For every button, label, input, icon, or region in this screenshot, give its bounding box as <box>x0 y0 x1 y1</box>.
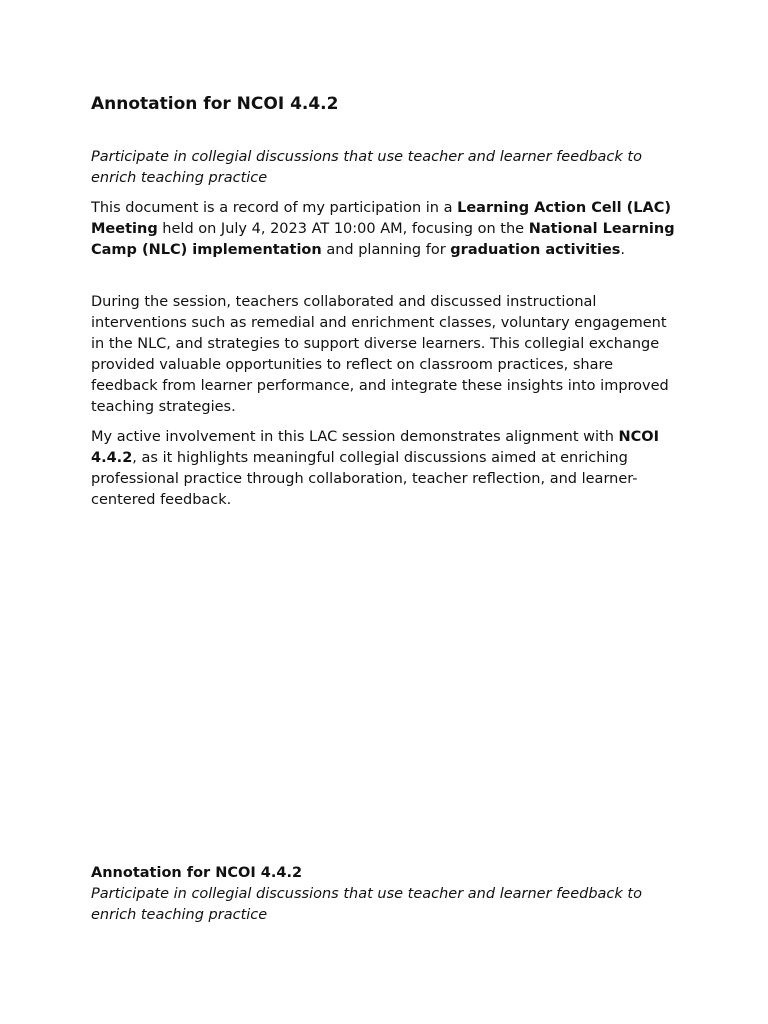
alignment-bold-ncoi: NCOI 4.4.2 <box>91 429 660 466</box>
footer-subtitle: Participate in collegial discussions that use teacher and learner feedback to enrich teaching practice <box>91 886 642 923</box>
footer-title: Annotation for NCOI 4.4.2 <box>91 865 303 881</box>
intro-text-3: and planning for <box>321 242 451 258</box>
page-title: Annotation for NCOI 4.4.2 <box>91 94 339 114</box>
intro-text-1: This document is a record of my participation in a <box>91 200 458 216</box>
page-subtitle: Participate in collegial discussions that use teacher and learner feedback to enrich teaching practice <box>91 149 642 186</box>
paragraph-session: During the session, teachers collaborated and discussed instructional interventions such as remedial and enrichment classes, voluntary engagement in the NLC, and strategies to support diverse learners. This collegial exchange provided valuable opportunities to reflect on classroom practices, share feedback from learner performance, and integrate these insights into improved teaching strategies. <box>91 294 669 415</box>
intro-bold-nlc: National Learning Camp (NLC) implementation <box>91 221 675 258</box>
intro-text-2: held on July 4, 2023 AT 10:00 AM, focusing on the <box>157 221 529 237</box>
paragraph-alignment <box>91 427 681 511</box>
alignment-text-2: , as it highlights meaningful collegial discussions aimed at enriching professional practice through collaboration, teacher reflection, and learner-centered feedback. <box>91 450 638 508</box>
intro-bold-lac-meeting: Learning Action Cell (LAC) Meeting <box>91 200 672 237</box>
alignment-text-1: My active involvement in this LAC session demonstrates alignment with <box>91 429 619 445</box>
paragraph-intro <box>91 198 681 261</box>
intro-text-4: . <box>620 242 626 258</box>
intro-bold-graduation: graduation activities <box>450 242 621 258</box>
